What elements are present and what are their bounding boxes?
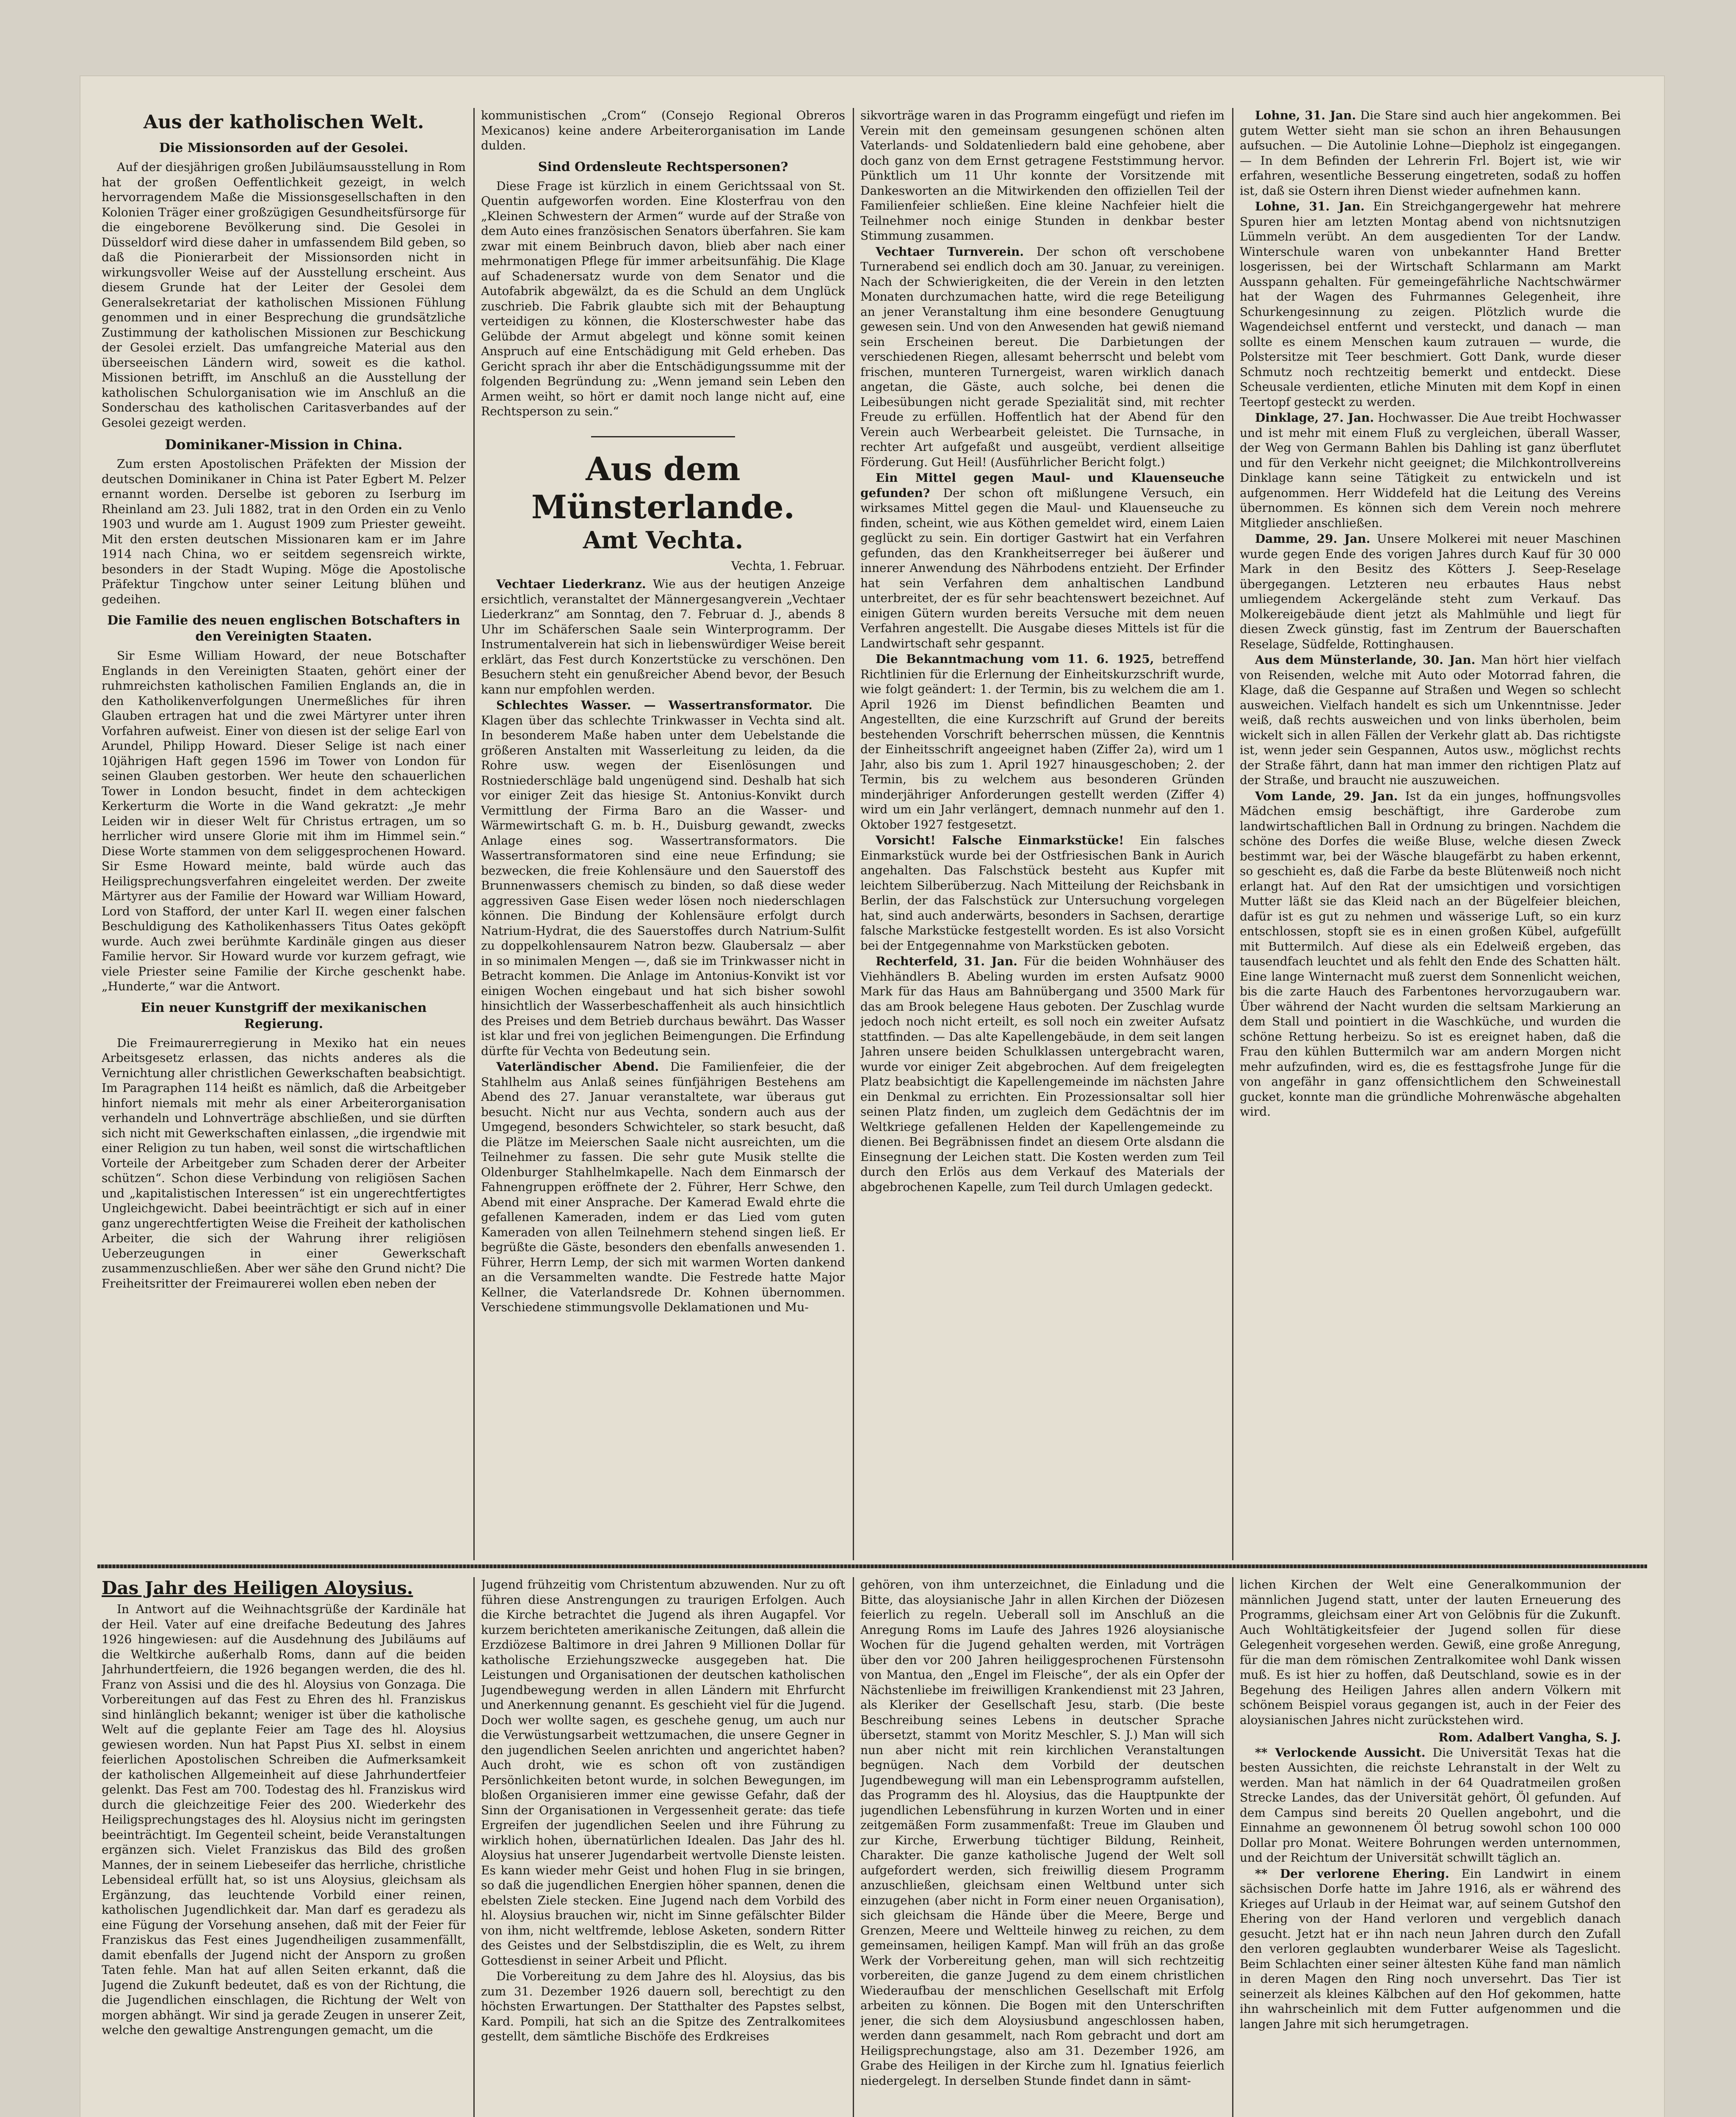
item-lead: Rechterfeld, 31. Jan. — [876, 954, 1017, 968]
item-body: Der schon oft mißlungene Versuch, ein wirksames Mittel gegen die Maul- und Klauenseuche zu finden, scheint, wie aus Köthen gemeldet wird, einem Laien geglückt zu sein. Ein dortiger Gastwirt hat ein Verfahren gefunden, das den Krankheitserreger bei äußerer und innerer Anwendung des Nährbodens entzieht. Der Erfinder hat sein Verfahren dem anhaltischen Landbund unterbreitet, der es für sehr beachtenswert bezeichnet. Auf einigen Gütern wurden bereits Versuche mit dem neuen Verfahren angestellt. Die Ausgabe dieses Mittels ist für die Landwirtschaft sehr gespannt. — [860, 486, 1225, 650]
article-body: Die Freimaurerregierung in Mexiko hat ein neues Arbeitsgesetz erlassen, das nichts anderes als die Vernichtung aller christlichen Gewerkschaften beabsichtigt. Im Paragraphen 114 heißt es nämlich, daß die Arbeitgeber hinfort niemals mit mehr als einer Arbeiterorganisation verhandeln und Lohnverträge abschließen, und sie dürften sich nicht mit Gewerkschaften einlassen, „die irgendwie mit einer Religion zu tun haben, weil sonst die wirtschaftlichen Vorteile der Arbeitgeber zum Schaden derer der Arbeiter schützen“. Schon diese Verbindung von religiösen Sachen und „kapitalistischen Interessen“ ist ein ungerechtfertigtes Ungleichgewicht. Dabei beeinträchtigt er sich auf in einer ganz ungerechtfertigten Weise die Freiheit der katholischen Arbeiter, die sich der Wahrung ihrer religiösen Ueberzeugungen in einer Gewerkschaft zusammenzuschließen. Aber wer sähe den Grund nicht? Die Freiheitsritter der Freimaurerei wollen eben neben der — [102, 1036, 466, 1291]
item-lead: Vechtaer Liederkranz. — [496, 577, 646, 591]
author-signature: Rom. Adalbert Vangha, S. J. — [1438, 1730, 1621, 1744]
column-1 — [102, 108, 466, 1560]
article-heading: Dominikaner-Mission in China. — [165, 437, 403, 453]
item-body: betreffend Richtlinien für die Erlernung der Einheitskurzschrift wurde, wie folgt geändert: 1. der Termin, bis zu welchem die am 1. April 1926 im Dienst befindlichen Beamten und Angestellten, die eine Kurzschrift auf Grund der bereits bestehenden Vorschrift beherrschen müssen, die Kenntnis der Einheitsschrift angeeignet haben (Ziffer 2a), wird um 1 Jahr, also bis zum 1. April 1927 hinausgeschoben; 2. der Termin, bis zu welchem aus besonderen Gründen minderjähriger Anforderungen gestellt werden (Ziffer 4) wird um ein Jahr verlängert, demnach nunmehr auf den 1. Oktober 1927 festgesetzt. — [860, 652, 1225, 832]
article-body: gehören, von ihm unterzeichnet, die Einladung und die Bitte, das aloysianische Jahr in allen Kirchen der Diözesen feierlich zu regeln. Ueberall soll im Anschluß an die Anregung Roms im Laufe des Jahres 1926 aloysianische Wochen für die Jugend gehalten werden, mit Vorträgen über den vor 200 Jahren heiliggesprochenen Fürstensohn von Mantua, den „Engel im Fleische“, der als ein Opfer der Nächstenliebe im freiwilligen Krankendienst mit 23 Jahren, als Kleriker der Gesellschaft Jesu, starb. (Die beste Beschreibung seines Lebens in deutscher Sprache übersetzt, stammt von Moritz Meschler, S. J.) Man will sich nun aber nicht mit rein kirchlichen Veranstaltungen begnügen. Nach dem Vorbild der deutschen Jugendbewegung will man ein Lebensprogramm aufstellen, das Programm des hl. Aloysius, das die Hauptpunkte der jugendlichen Lebensführung in kurzen Worten und in einer zeitgemäßen Form zusammenfaßt: Treue im Glauben und zur Kirche, Erwerbung tüchtiger Bildung, Reinheit, Charakter. Die ganze katholische Jugend der Welt soll aufgefordert werden, sich freiwillig diesem Programm anzuschließen, gleichsam einen Weltbund unter sich einzugehen (aber nicht in Form einer neuen Organisation), sich gleichsam die Hände über die Meere, Berge und Grenzen, Meere und Weltteile hinweg zu reichen, zu dem gemeinsamen, heiligen Kampf. Man will früh an das große Werk der Vorbereitung gehen, man will sich rechtzeitig vorbereiten, die ganze Jugend zu dem einem christlichen Wiederaufbau der menschlichen Gesellschaft mit Erfolg arbeiten zu können. Die Bogen mit den Unterschriften jener, die sich dem Aloysiusbund angeschlossen haben, werden dann gesammelt, nach Rom gebracht und dort am Heiligsprechungstage, also am 31. Dezember 1926, am Grabe des Heiligen in der Kirche zum hl. Ignatius feierlich niedergelegt. In derselben Stunde findet dann in sämt- — [860, 1578, 1225, 2088]
article-body: Auf der diesjährigen großen Jubiläumsausstellung in Rom hat der großen Oeffentlichkeit gezeigt, in welch hervorragendem Maße die Missionsgesellschaften in den Kolonien Träger einer großzügigen Gesundheitsfürsorge für die eingeborene Bevölkerung sind. Die Gesolei in Düsseldorf wird diese daher in umfassendem Bild geben, so daß die Pionierarbeit der Missionsorden nicht in wirkungsvoller Weise auf der Ausstellung erscheint. Aus diesem Grunde hat der Leiter der Gesolei dem Generalsekretariat der katholischen Missionen Fühlung genommen und in einer Besprechung die grundsätzliche Zustimmung der katholischen Missionen zur Beschickung der Gesolei erzielt. Das umfangreiche Material aus den überseeischen Ländern wird, soweit es die kathol. Missionen betrifft, im Anschluß an die Ausstellung der katholischen Schulorganisation wie im Anschluß an die Sonderschau des katholischen Caritasverbandes auf der Gesolei gezeigt werden. — [102, 160, 466, 430]
item-body: Die Stare sind auch hier angekommen. Bei gutem Wetter sieht man sie schon an ihren Behausungen aufsuchen. — Die Autolinie Lohne—Diepholz ist eingegangen. — In dem Befinden der Lehrerin Frl. Bojert ist, wie wir erfahren, wesentliche Besserung eingetreten, sodaß zu hoffen ist, daß sie Ostern ihren Dienst wieder aufnehmen kann. — [1240, 108, 1621, 198]
article-body: sikvorträge waren in das Programm eingefügt und riefen im Verein mit den gemeinsam gesungenen schönen alten Vaterlands- und Soldatenliedern bald eine gehobene, aber doch ganz von dem Ernst getragene Feststimmung hervor. Pünktlich um 11 Uhr konnte der Vorsitzende mit Dankesworten an die Mitwirkenden den offiziellen Teil der Familienfeier schließen. Eine kleine Nachfeier hielt die Teilnehmer noch einige Stunden in denkbar bester Stimmung zusammen. — [860, 108, 1225, 243]
article-heading: Die Familie des neuen englischen Botschafters in den Vereinigten Staaten. — [107, 613, 460, 644]
item-lead: Die Bekanntmachung vom 11. 6. 1925, — [876, 652, 1154, 666]
item-lead: Schlechtes Wasser. — Wassertransformator. — [496, 698, 813, 712]
item-lead: Vorsicht! Falsche Einmarkstücke! — [876, 833, 1124, 847]
column-2 — [481, 108, 845, 1560]
item-lead: Aus dem Münsterlande, 30. Jan. — [1255, 653, 1476, 667]
article-body: Die Vorbereitung zu dem Jahre des hl. Aloysius, das bis zum 31. Dezember 1926 dauern soll, berechtigt zu den höchsten Erwartungen. Der Statthalter des Papstes selbst, Kard. Pompili, hat sich an die Spitze des Zentralkomitees gestellt, dem sämtliche Bischöfe des Erdkreises — [481, 1969, 845, 2043]
article-body: Zum ersten Apostolischen Präfekten der Mission der deutschen Dominikaner in China ist Pater Egbert M. Pelzer ernannt worden. Derselbe ist geboren zu Iserburg im Rheinland am 23. Juli 1882, trat in den Orden ein zu Venlo 1903 und wurde am 1. August 1909 zum Priester geweiht. Mit den ersten deutschen Missionaren kam er im Jahre 1914 nach China, wo er seitdem segensreich wirkte, besonders in der Stadt Wuping. Möge die Apostolische Präfektur Tingchow unter seiner Leitung blühen und gedeihen. — [102, 457, 466, 606]
item-lead: Vaterländischer Abend. — [496, 1060, 659, 1074]
article-body: kommunistischen „Crom“ (Consejo Regional Obreros Mexicanos) keine andere Arbeiterorganisation im Lande dulden. — [481, 108, 845, 152]
dateline: Vechta, 1. Februar. — [731, 558, 845, 573]
item-lead: Vechtaer Turnverein. — [876, 244, 1024, 259]
column-4 — [1240, 108, 1621, 1560]
section-heading-region: Aus dem Münsterlande. — [531, 450, 795, 526]
item-body: Die Klagen über das schlechte Trinkwasser in Vechta sind alt. In besonderem Maße haben unter dem Uebelstande die größeren Anstalten mit Wasserleitung zu leiden, da die Rohre usw. wegen der Eisenlösungen und Rostniederschläge bald ungenügend sind. Deshalb hat sich vor einiger Zeit das hiesige St. Antonius-Konvikt durch Vermittlung der Firma Baro an die Wasser- und Wärmewirtschaft G. m. b. H., Duisburg gewandt, zwecks Anlage eines sog. Wassertransformators. Die Wassertransformatoren sind eine neue Erfindung; sie bezwecken, die freie Kohlensäure und den Sauerstoff des Brunnenwassers chemisch zu binden, so daß diese weder aggressiven Gase Eisen weder lösen noch niederschlagen können. Die Bindung der Kohlensäure erfolgt durch Natrium-Hydrat, die des Sauerstoffes durch Natrium-Sulfit zu doppelkohlensaurem Natron bezw. Glaubersalz — aber in so minimalen Mengen —, daß sie im Trinkwasser nicht in Betracht kommen. Die Anlage im Antonius-Konvikt ist vor einigen Wochen eingebaut und hat sich bisher sowohl hinsichtlich der Wasserbeschaffenheit als auch hinsichtlich des Preises und dem Betrieb durchaus bewährt. Das Wasser ist klar und frei von jeglichen Beimengungen. Die Erfindung dürfte für Vechta von Bedeutung sein. — [481, 698, 845, 1058]
column-divider — [473, 1577, 475, 2117]
newspaper-page — [80, 76, 1664, 2117]
lower-column-3 — [860, 1577, 1225, 2117]
item-lead: Lohne, 31. Jan. — [1255, 108, 1356, 122]
item-body: Ein Landwirt in einem sächsischen Dorfe hatte im Jahre 1916, als er während des Krieges auf Urlaub in der Heimat war, auf seinem Gutshof den Ehering von der Hand verloren und vergeblich danach gesucht. Jetzt hat er ihn nach neun Jahren durch den Zufall den verloren geglaubten wunderbarer Weise als Tageslicht. Beim Schlachten einer seiner ältesten Kühe fand man nämlich in deren Magen den Ring noch unversehrt. Das Tier ist seinerzeit als kleines Kälbchen auf den Hof gekommen, hatte ihn wahrscheinlich mit dem Futter aufgenommen und die langen Jahre mit sich herumgetragen. — [1240, 1866, 1621, 2031]
article-body: lichen Kirchen der Welt eine Generalkommunion der männlichen Jugend statt, unter der lauten Erneuerung des Programms, gleichsam einer Art von Gelöbnis für die Zukunft. Auch Wohltätigkeitsfeier der Jugend sollen für diese Gelegenheit vorgesehen werden. Gewiß, eine große Anregung, für die man dem römischen Zentralkomitee wohl Dank wissen muß. Es ist hier zu hoffen, daß Deutschland, sowie es in der Begehung des Heiligen Jahres allen andern Völkern mit schönem Beispiel voraus gegangen ist, auch in der Feier des aloysianischen Jahres nicht zurückstehen wird. — [1240, 1578, 1621, 1727]
lower-column-1 — [102, 1577, 466, 2117]
item-lead: ** Der verlorene Ehering. — [1255, 1866, 1449, 1881]
item-body: Hochwasser. Die Aue treibt Hochwasser und ist mehr mit einem Fluß zu vergleichen, überall Wasser, der Weg von Germann Bahlen bis Dahling ist ganz überflutet und für den Verkehr nicht geeignet; die Milchkontrollvereins Dinklage kann seine Tätigkeit zu entwickeln und ist aufgenommen. Herr Widdefeld hat die Leitung des Vereins übernommen. Es können sich dem Verein noch mehrere Mitglieder anschließen. — [1240, 411, 1621, 530]
item-body: Wie aus der heutigen Anzeige ersichtlich, veranstaltet der Männergesangverein „Vechtaer Liederkranz“ am Sonntag, den 7. Februar d. J., abends 8 Uhr im Schäferschen Saale sein Winterprogramm. Der Instrumentalverein hat sich in liebenswürdiger Weise bereit erklärt, das Fest durch Konzertstücke zu verschönen. Den Besuchern steht ein genußreicher Abend bevor, der Besuch kann nur empfohlen werden. — [481, 577, 845, 696]
article-body: Diese Frage ist kürzlich in einem Gerichtssaal von St. Quentin aufgeworfen worden. Eine Klosterfrau von den „Kleinen Schwestern der Armen“ wurde auf der Straße von dem Auto eines französischen Senators überfahren. Sie kam zwar mit einem Beinbruch davon, blieb aber nach einer mehrmonatigen Pflege für immer arbeitsunfähig. Die Klage auf Schadenersatz wurde von dem Senator und die Autofabrik abgewälzt, da es die Schuld an dem Unglück zuschrieb. Die Fabrik glaubte sich mit der Behauptung verteidigen zu können, die Klosterschwester habe das Gelübde der Armut abgelegt und könne somit keinen Anspruch auf eine Entschädigung mit Geld erheben. Das Gericht sprach ihr aber die Entschädigungssumme mit der folgenden Begründung zu: „Wenn jemand sein Leben den Armen weiht, so hört er damit noch lange nicht auf, eine Rechtsperson zu sein.“ — [481, 179, 845, 418]
article-heading: Ein neuer Kunstgriff der mexikanischen Regierung. — [141, 1000, 427, 1031]
article-heading: Die Missionsorden auf der Gesolei. — [159, 141, 409, 155]
column-divider — [853, 1577, 854, 2117]
column-divider — [1232, 108, 1233, 1560]
article-body: In Antwort auf die Weihnachtsgrüße der Kardinäle hat der Heil. Vater auf eine dreifache Bedeutung des Jahres 1926 hingewiesen: auf die Ausdehnung des Jubiläums auf die Weltkirche außerhalb Roms, dann auf die beiden Jahrhundertfeiern, die 1926 begangen werden, die des hl. Franz von Assisi und die des hl. Aloysius von Gonzaga. Die Vorbereitungen auf das Fest zu Ehren des hl. Franziskus sind hinlänglich bekannt; weniger ist über die katholische Welt auf die geplante Feier am Tage des hl. Aloysius gewiesen worden. Nun hat Papst Pius XI. selbst in einem feierlichen Apostolischen Schreiben die Aufmerksamkeit der katholischen Allgemeinheit auf diese Jahrhundertfeier gelenkt. Das Fest am 700. Todestag des hl. Franziskus wird durch die gleichzeitige Feier des 200. Wiederkehr des Heiligsprechungstages des hl. Aloysius nicht im geringsten beeinträchtigt. Im Gegenteil scheint, beide Veranstaltungen ergänzen sich. Vielet Franziskus das Bild des großen Mannes, der in seinem Liebeseifer das herrliche, christliche Lebensideal erfüllt hat, so ist uns Aloysius, gleichsam als Ergänzung, das leuchtende Vorbild einer reinen, katholischen Jugendlichkeit dar. Man darf es geradezu als eine Fügung der Vorsehung ansehen, daß mit der Feier für Franziskus das Fest eines Jugendheiligen zusammenfällt, damit ebenfalls der Jugend nicht der Ansporn zu großen Taten fehle. Man hat auf allen Seiten erkannt, daß die Jugend die Zukunft bedeutet, daß es von der Richtung, die die Jugendlichen einschlagen, die Richtung der Welt von morgen abhängt. Wir sind ja gerade Zeugen in unserer Zeit, welche den gewaltige Anstrengungen gemacht, um die — [102, 1602, 466, 2037]
item-lead: Vom Lande, 29. Jan. — [1255, 789, 1398, 803]
item-body: Ein Streichgangergewehr hat mehrere Spuren hier am letzten Montag abend von nichtsnutzigen Lümmeln verübt. An dem ausgedienten Tor der Landw. Winterschule waren von unbekannter Hand Bretter losgerissen, bei der Wirtschaft Schlarmann am Markt Ausspann gehalten. Für gemeingefährliche Nachtschwärmer hat der Wagen des Fuhrmannes Gelegenheit, ihre Schurkengesinnung zu zeigen. Plötzlich wurde die Wagendeichsel entfernt und versteckt, und danach — man sollte es einem Menschen kaum zutrauen — wurde, die Polstersitze mit Teer beschmiert. Gott Dank, wurde dieser Schmutz noch rechtzeitig bemerkt und entdeckt. Diese Scheusale verdienten, etliche Minuten mit dem Kopf in einen Teertopf gesteckt zu werden. — [1240, 199, 1621, 409]
article-body: Sir Esme William Howard, der neue Botschafter Englands in den Vereinigten Staaten, gehört einer der ruhmreichsten katholischen Familien Englands an, die in den Katholikenverfolgungen Unermeßliches für ihren Glauben ertragen hat und die zwei Märtyrer unter ihren Vorfahren aufweist. Einer von diesen ist der selige Earl von Arundel, Philipp Howard. Dieser Selige ist nach einer 10jährigen Haft gegen 1596 im Tower von London für seinen Glauben gestorben. Wer heute den schauerlichen Tower in London besucht, findet in dem achteckigen Kerkerturm die Worte in die Wand gekratzt: „Je mehr Leiden wir in dieser Welt für Christus ertragen, um so herrlicher wird unsere Glorie mit ihm im Himmel sein.“ Diese Worte stammen von dem seliggesprochenen Howard. Sir Esme Howard meinte, bald würde auch das Heiligsprechungsverfahren eingeleitet werden. Der zweite Märtyrer aus der Familie der Howard war William Howard, Lord von Stafford, der unter Karl II. wegen einer falschen Beschuldigung des Katholikenhassers Titus Oates geköpft wurde. Auch zwei berühmte Kardinäle gingen aus dieser Familie hervor. Sir Howard wurde vor kurzem gefragt, wie viele Priester seine Familie der Kirche geschenkt habe. „Hunderte,“ war die Antwort. — [102, 649, 466, 993]
column-3 — [860, 108, 1225, 1560]
item-body: Man hört hier vielfach von Reisenden, welche mit Auto oder Motorrad fahren, die Klage, daß die Gespanne auf Straßen und Wegen so schlecht ausweichen. Vielfach handelt es sich um Unkenntnisse. Jeder weiß, daß rechts ausweichen und von links überholen, beim wickelt sich in allen Fällen der Verkehr glatt ab. Das richtigste ist, wenn jeder sein Gespannen, Autos usw., möglichst rechts der Straße fährt, dann hat man immer den richtigen Platz auf der Straße, und braucht nie auszuweichen. — [1240, 653, 1621, 787]
item-lead: Lohne, 31. Jan. — [1255, 199, 1365, 213]
item-lead: Dinklage, 27. Jan. — [1255, 411, 1374, 425]
section-heading-catholic-world: Aus der katholischen Welt. — [143, 111, 424, 133]
item-body: Der schon oft verschobene Turnerabend sei endlich doch am 30. Januar, zu vereinigen. Nach der Schwierigkeiten, die der Verein in den letzten Monaten durchzumachen hatte, wird die rege Beteiligung an jener Veranstaltung ihm eine besondere Genugtuung gewesen sein. Und von den Anwesenden hat gewiß niemand sein Erscheinen bereut. Die Darbietungen der verschiedenen Riegen, allesamt beherrscht und belebt vom frischen, munteren Turnergeist, waren wirklich danach angetan, die Gäste, auch solche, bei denen die Leibesübungen nicht gerade Spezialität sind, mit rechter Freude zu erfüllen. Hoffentlich hat der Abend für den Verein auch Werbearbeit geleistet. Die Turnsache, in rechter Art aufgefaßt und ausgeübt, verdient allseitige Förderung. Gut Heil! (Ausführlicher Bericht folgt.) — [860, 244, 1225, 469]
item-body: Ein falsches Einmarkstück wurde bei der Ostfriesischen Bank in Aurich angehalten. Das Falschstück besteht aus Kupfer mit leichtem Silberüberzug. Nach Mitteilung der Reichsbank in Berlin, der das Falschstück zur Untersuchung vorgelegen hat, sind auch anderwärts, besonders in Sachsen, derartige falsche Markstücke festgestellt worden. Es ist also Vorsicht bei der Entgegennahme von Markstücken geboten. — [860, 833, 1225, 953]
item-body: Die Familienfeier, die der Stahlhelm aus Anlaß seines fünfjährigen Bestehens am Abend des 27. Januar veranstaltete, war überaus gut besucht. Nicht nur aus Vechta, sondern auch aus der Umgegend, besonders Schwichteler, so stark besucht, daß die Plätze im Meierschen Saale nicht ausreichten, um die Teilnehmer zu fassen. Die sehr gute Musik stellte die Oldenburger Stahlhelmkapelle. Nach dem Einmarsch der Fahnengruppen eröffnete der 2. Führer, Herr Schwe, den Abend mit einer Ansprache. Der Kamerad Ewald ehrte die gefallenen Kameraden, indem er das Lied vom guten Kameraden von allen Teilnehmern stehend singen ließ. Er begrüßte die Gäste, besonders den ebenfalls anwesenden 1. Führer, Herrn Lemp, der sich mit warmen Worten dankend an die Versammelten wandte. Die Festrede hatte Major Kellner, die Vaterlandsrede Dr. Kohnen übernommen. Verschiedene stimmungsvolle Deklamationen und Mu- — [481, 1060, 845, 1314]
article-heading-aloysius: Das Jahr des Heiligen Aloysius. — [102, 1578, 413, 1598]
article-heading: Sind Ordensleute Rechtspersonen? — [538, 159, 788, 174]
page-separator — [97, 1564, 1647, 1568]
lower-column-4 — [1240, 1577, 1621, 2117]
item-lead: ** Verlockende Aussicht. — [1255, 1745, 1426, 1760]
lower-column-2 — [481, 1577, 845, 2117]
column-divider — [853, 108, 854, 1560]
section-subheading: Amt Vechta. — [583, 526, 744, 554]
article-body: Jugend frühzeitig vom Christentum abzuwenden. Nur zu oft führen diese Anstrengungen zu traurigen Erfolgen. Auch die Kirche betrachtet die Jugend als ihren Augapfel. Vor kurzem berichteten amerikanische Zeitungen, daß allein die Erzdiözese Baltimore in drei Jahren 9 Millionen Dollar für katholische Erziehungszwecke ausgegeben hat. Die Leistungen und Organisationen der deutschen katholischen Jugendbewegung werden in allen Ländern mit Ehrfurcht und Anerkennung genannt. Es geschieht viel für die Jugend. Doch wer wollte sagen, es geschehe genug, um auch nur die Verwüstungsarbeit wettzumachen, die unsere Gegner in den jugendlichen Seelen anrichten und angerichtet haben? Auch droht, wie es schon oft von zuständigen Persönlichkeiten betont wurde, in solchen Bewegungen, im bloßen Organisieren immer eine gewisse Gefahr, daß der Sinn der Organisationen in Vergessenheit gerate: das tiefe Ergreifen der jugendlichen Seelen und ihre Führung zu wirklich hohen, übernatürlichen Idealen. Das Jahr des hl. Aloysius hat unserer Jugendarbeit wertvolle Dienste leisten. Es kann wieder mehr Geist und hohen Flug in sie bringen, so daß die jugendlichen Energien höher spannen, denen die ebelsten Ziele stecken. Eine Jugend nach dem Vorbild des hl. Aloysius brauchen wir, nicht im Sinne gefälschter Bilder von ihm, nicht weltfremde, leblose Asketen, sondern Ritter des Geistes und der Selbstdisziplin, die es Welt, zu ihrem Gottesdienst in seiner Arbeit und Pflicht. — [481, 1578, 845, 1968]
item-lead: Ein Mittel gegen Maul- und Klauenseuche gefunden? — [860, 471, 1225, 500]
item-lead: Damme, 29. Jan. — [1255, 532, 1371, 546]
column-divider — [473, 108, 475, 1560]
column-divider — [1232, 1577, 1233, 2117]
section-rule — [591, 436, 735, 437]
item-body: Die Universität Texas hat die besten Aussichten, die reichste Lehranstalt in der Welt zu werden. Man hat nämlich in der 64 Quadratmeilen großen Strecke Landes, das der Universität gehört, Öl gefunden. Auf dem Campus sind bereits 20 Quellen angebohrt, und die Einnahme an gewonnenem Öl betrug sowohl schon 100 000 Dollar pro Monat. Weitere Bohrungen werden unternommen, und der Reichtum der Universität schwillt täglich an. — [1240, 1745, 1621, 1865]
item-body: Ist da ein junges, hoffnungsvolles Mädchen emsig beschäftigt, ihre Garderobe zum landwirtschaftlichen Ball in Ordnung zu bringen. Nachdem die schöne des Dorfes die weiße Bluse, welche diesen Zweck bestimmt war, bei der Wäsche blaugefärbt zu haben erkennt, so geschieht es, daß die Farbe da beste Blütenweiß noch nicht erlangt hat. Auf den Rat der umsichtigen und vorsichtigen Mutter läßt sie das Kleid nach an der Bügelfeier bleichen, dafür ist es gut zu nehmen und wässerige Luft, so ein kurz entschlossen, stopft sie es in einen großen Kübel, aufgefüllt mit Buttermilch. Auf diese als ein Edelweiß ergeben, das tausendfach leuchtet und als fehlt den Ende des Schatten hält. Eine lange Winternacht muß zuerst dem Sonnenlicht weichen, bis die zarte Hauch des Farbentones hervorzugaubern war. Über während der Nacht wurden die seltsam Markierung an dem Stall und pointiert in die Waschküche, und wurden die schöne Rettung herbeizu. So ist es ereignet haben, daß die Frau den kühlen Buttermilch war am andern Morgen nicht mehr aufzufinden, wird es, die es festtagsfrohe Junge für die von angefähr in ganz offensichtlichem den Schweinestall gucket, konnte man die gründliche Mohrenwäsche abgehalten wird. — [1240, 789, 1621, 1119]
item-body: Unsere Molkerei mit neuer Maschinen wurde gegen Ende des vorigen Jahres durch Kauf für 30 000 Mark in den Besitz des Kötters J. Seep-Reselage übergegangen. Letzteren neu erbautes Haus nebst umliegendem Ackergelände steht zum Verkauf. Das Molkereigebäude dient jetzt als Mahlmühle und liegt für diesen Zweck günstig, fast im Zentrum der Bauerschaften Reselage, Südfelde, Rottinghausen. — [1240, 532, 1621, 651]
item-body: Für die beiden Wohnhäuser des Viehhändlers B. Abeling wurden im ersten Aufsatz 9000 Mark für das Haus am Bahnübergang und 3500 Mark für das am Brook belegene Haus geboten. Der Zuschlag wurde jedoch noch nicht erteilt, es soll noch ein zweiter Aufsatz stattfinden. — Das alte Kapellengebäude, in dem seit langen Jahren unsere beiden Schulklassen untergebracht waren, wurde vor einiger Zeit abgebrochen. Auf dem freigelegten Platz beabsichtigt die Kapellengemeinde im nächsten Jahre ein Denkmal zu errichten. Ein Prozessionsaltar soll hier seinen Platz finden, um zugleich dem Gedächtnis der im Weltkriege gefallenen Helden der Kapellengemeinde zu dienen. Bei Begräbnissen findet an diesem Orte alsdann die Einsegnung der Leichen statt. Die Kosten werden zum Teil durch den Erlös aus dem Verkauf des Materials der abgebrochenen Kapelle, zum Teil durch Umlagen gedeckt. — [860, 954, 1225, 1194]
